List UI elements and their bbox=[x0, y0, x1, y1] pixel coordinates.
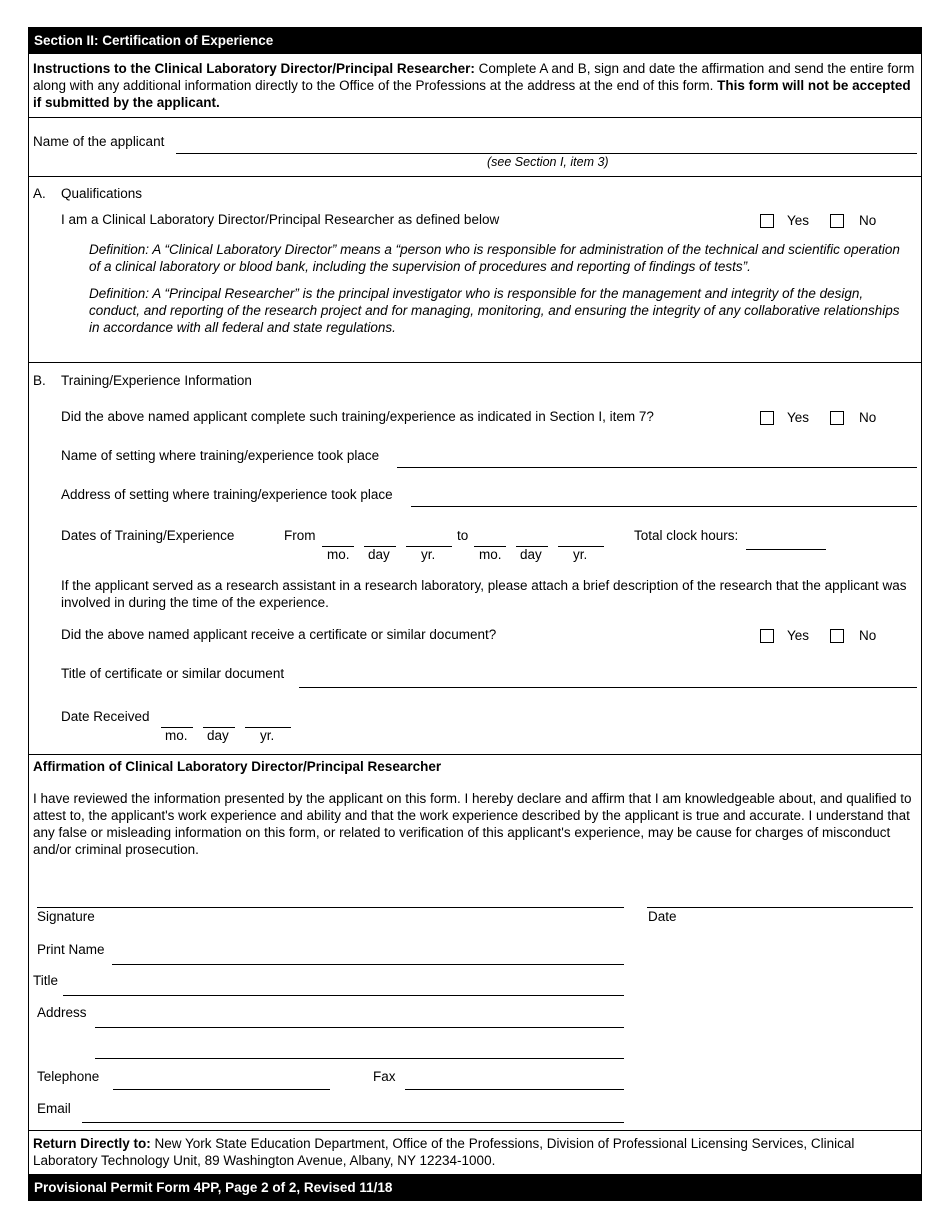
address-field-line1[interactable] bbox=[95, 1027, 624, 1028]
certificate-no-label: No bbox=[859, 628, 877, 643]
email-field[interactable] bbox=[82, 1122, 624, 1123]
fax-label: Fax bbox=[373, 1069, 396, 1084]
director-no-checkbox[interactable] bbox=[830, 214, 844, 228]
received-year-caption: yr. bbox=[260, 728, 275, 743]
to-label: to bbox=[457, 528, 469, 543]
email-label: Email bbox=[37, 1101, 71, 1116]
certificate-no-checkbox[interactable] bbox=[830, 629, 844, 643]
date-field[interactable] bbox=[647, 907, 913, 908]
training-no-label: No bbox=[859, 410, 877, 425]
section-b-heading: Training/Experience Information bbox=[61, 373, 252, 388]
certificate-title-label: Title of certificate or similar document bbox=[61, 666, 285, 681]
total-hours-field[interactable] bbox=[746, 549, 826, 550]
certificate-yes-label: Yes bbox=[787, 628, 810, 643]
director-yes-label: Yes bbox=[787, 213, 810, 228]
divider bbox=[28, 117, 922, 118]
section-a-heading: Qualifications bbox=[61, 186, 143, 201]
definition-director: Definition: A “Clinical Laboratory Director” means a “person who is responsible for administration of the technical and scientific operation of a clinical laboratory or blood bank, including the supervision of procedures and reporting of findings of tests”. bbox=[89, 242, 900, 274]
section-a-letter: A. bbox=[33, 186, 46, 201]
fax-field[interactable] bbox=[405, 1089, 624, 1090]
training-complete-question: Did the above named applicant complete such training/experience as indicated in Section I, item 7? bbox=[61, 409, 654, 424]
date-label: Date bbox=[648, 909, 677, 924]
telephone-label: Telephone bbox=[37, 1069, 100, 1084]
form-frame bbox=[28, 27, 922, 1201]
date-received-label: Date Received bbox=[61, 709, 150, 724]
affirmation-heading: Affirmation of Clinical Laboratory Director/Principal Researcher bbox=[33, 759, 442, 774]
divider bbox=[28, 176, 922, 177]
research-note: If the applicant served as a research assistant in a research laboratory, please attach a brief description of the research that the applicant was involved in during the time of the experience. bbox=[61, 578, 907, 610]
director-no-label: No bbox=[859, 213, 877, 228]
to-day-caption: day bbox=[520, 547, 542, 562]
certificate-title-field[interactable] bbox=[299, 687, 917, 688]
divider bbox=[28, 362, 922, 363]
affirmation-text: I have reviewed the information presented by the applicant on this form. I hereby declare and affirm that I am knowledgeable about, and qualified to attest to, the applicant's work experience and ability and that the work experience described by the applicant is true and accurate. I understand that any false or misleading information on this form, or related to verification of this applicant's experience, may be cause for charges of misconduct and/or criminal prosecution. bbox=[33, 791, 912, 857]
signature-field[interactable] bbox=[37, 907, 624, 908]
setting-address-label: Address of setting where training/experience took place bbox=[61, 487, 393, 502]
title-label: Title bbox=[33, 973, 59, 988]
from-day-caption: day bbox=[368, 547, 390, 562]
title-field[interactable] bbox=[63, 995, 624, 996]
divider bbox=[28, 754, 922, 755]
return-lead: Return Directly to: bbox=[33, 1136, 151, 1151]
applicant-name-field[interactable] bbox=[176, 153, 917, 154]
section-title: Section II: Certification of Experience bbox=[28, 27, 922, 54]
from-month-caption: mo. bbox=[327, 547, 350, 562]
applicant-name-label: Name of the applicant bbox=[33, 134, 165, 149]
total-hours-label: Total clock hours: bbox=[634, 528, 739, 543]
setting-name-label: Name of setting where training/experience took place bbox=[61, 448, 380, 463]
print-name-field[interactable] bbox=[112, 964, 624, 965]
director-question: I am a Clinical Laboratory Director/Principal Researcher as defined below bbox=[61, 212, 500, 227]
to-month-caption: mo. bbox=[479, 547, 502, 562]
from-label: From bbox=[284, 528, 316, 543]
footer-form-id: Provisional Permit Form 4PP, Page 2 of 2, Revised 11/18 bbox=[28, 1174, 922, 1201]
applicant-name-hint: (see Section I, item 3) bbox=[487, 155, 609, 169]
return-address bbox=[33, 1135, 918, 1169]
definition-researcher: Definition: A “Principal Researcher” is the principal investigator who is responsible for the management and integrity of the design, conduct, and reporting of the research project and for managing, monitoring, and ensuring the integrity of any collaborative relationships in accordance with all federal and state regulations. bbox=[89, 286, 900, 335]
certificate-yes-checkbox[interactable] bbox=[760, 629, 774, 643]
training-no-checkbox[interactable] bbox=[830, 411, 844, 425]
instructions-lead: Instructions to the Clinical Laboratory Director/Principal Researcher: bbox=[33, 61, 475, 76]
signature-label: Signature bbox=[37, 909, 95, 924]
from-year-caption: yr. bbox=[421, 547, 436, 562]
certificate-question: Did the above named applicant receive a certificate or similar document? bbox=[61, 627, 497, 642]
instructions bbox=[33, 60, 918, 111]
dates-label: Dates of Training/Experience bbox=[61, 528, 235, 543]
setting-name-field[interactable] bbox=[397, 467, 917, 468]
received-month-caption: mo. bbox=[165, 728, 188, 743]
return-text: New York State Education Department, Office of the Professions, Division of Professional Licensing Services, Clinical Laboratory Technology Unit, 89 Washington Avenue, Albany, NY 12234-1000. bbox=[33, 1136, 855, 1168]
instructions-body: Complete A and B, sign and date the affirmation and send the entire form along with any additional information directly to the Office of the Professions at the address at the end of this form. bbox=[33, 61, 915, 93]
section-b-letter: B. bbox=[33, 373, 46, 388]
training-yes-label: Yes bbox=[787, 410, 810, 425]
divider bbox=[28, 1130, 922, 1131]
telephone-field[interactable] bbox=[113, 1089, 330, 1090]
print-name-label: Print Name bbox=[37, 942, 105, 957]
director-yes-checkbox[interactable] bbox=[760, 214, 774, 228]
address-label: Address bbox=[37, 1005, 87, 1020]
instructions-tail: This form will not be accepted if submitted by the applicant. bbox=[33, 78, 911, 110]
address-field-line2[interactable] bbox=[95, 1058, 624, 1059]
to-year-caption: yr. bbox=[573, 547, 588, 562]
received-day-caption: day bbox=[207, 728, 229, 743]
training-yes-checkbox[interactable] bbox=[760, 411, 774, 425]
setting-address-field[interactable] bbox=[411, 506, 917, 507]
